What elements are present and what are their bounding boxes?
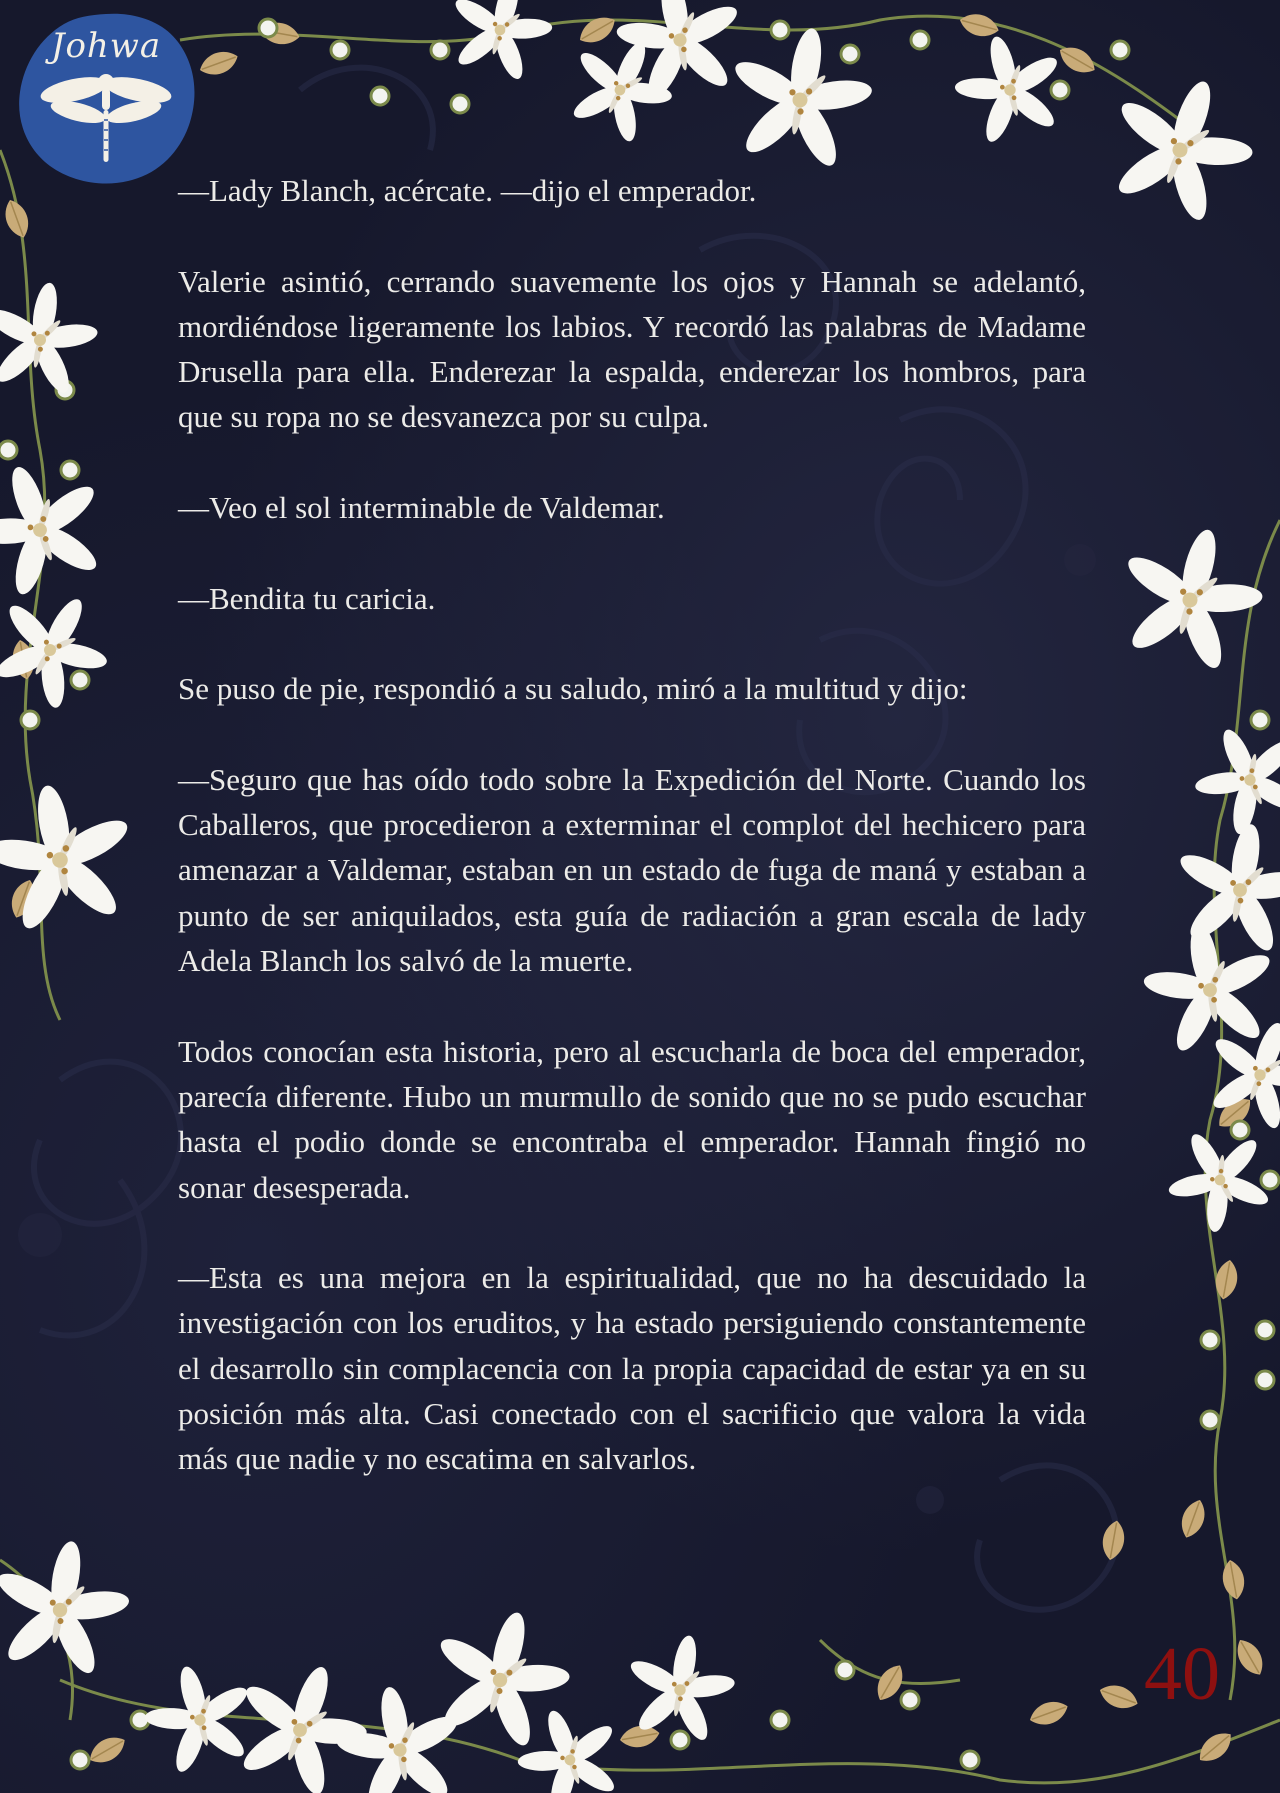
page-number: 40 <box>1144 1632 1220 1716</box>
paragraph: —Veo el sol interminable de Valdemar. <box>178 490 665 526</box>
johwa-logo <box>12 8 200 186</box>
paragraph: —Esta es una mejora en la espiritualidad, que no ha descuidado la investigación con los eruditos, y ha estado persiguiendo constantemente el desarrollo sin complacencia con la propia capacidad de estar ya en su posición más alta. Casi conectado con el sacrificio que valora la vida más que nadie y no escatima en salvarlos. <box>178 1260 1086 1477</box>
paragraph: Todos conocían esta historia, pero al escucharla de boca del emperador, parecía diferente. Hubo un murmullo de sonido que no se pudo escuchar hasta el podio donde se encontraba el emperador. Hannah fingió no sonar desesperada. <box>178 1033 1086 1205</box>
paragraph: Se puso de pie, respondió a su saludo, miró a la multitud y dijo: <box>178 671 968 707</box>
paragraph: —Seguro que has oído todo sobre la Expedición del Norte. Cuando los Caballeros, que procedieron a exterminar el complot del hechicero para amenazar a Valdemar, estaban en un estado de fuga de maná y estaban a punto de ser aniquilados, esta guía de radiación a gran escala de lady Adela Blanch los salvó de la muerte. <box>178 761 1086 979</box>
paragraph: —Lady Blanch, acércate. —dijo el emperador. <box>178 173 757 208</box>
story-text <box>178 168 1086 1527</box>
paragraph: —Bendita tu caricia. <box>178 580 436 616</box>
paragraph: Valerie asintió, cerrando suavemente los ojos y Hannah se adelantó, mordiéndose ligeramente los labios. Y recordó las palabras de Madame Drusella para ella. Enderezar la espalda, enderezar los hombros, para que su ropa no se desvanezca por su culpa. <box>178 263 1086 435</box>
logo-text: Johwa <box>50 26 162 66</box>
